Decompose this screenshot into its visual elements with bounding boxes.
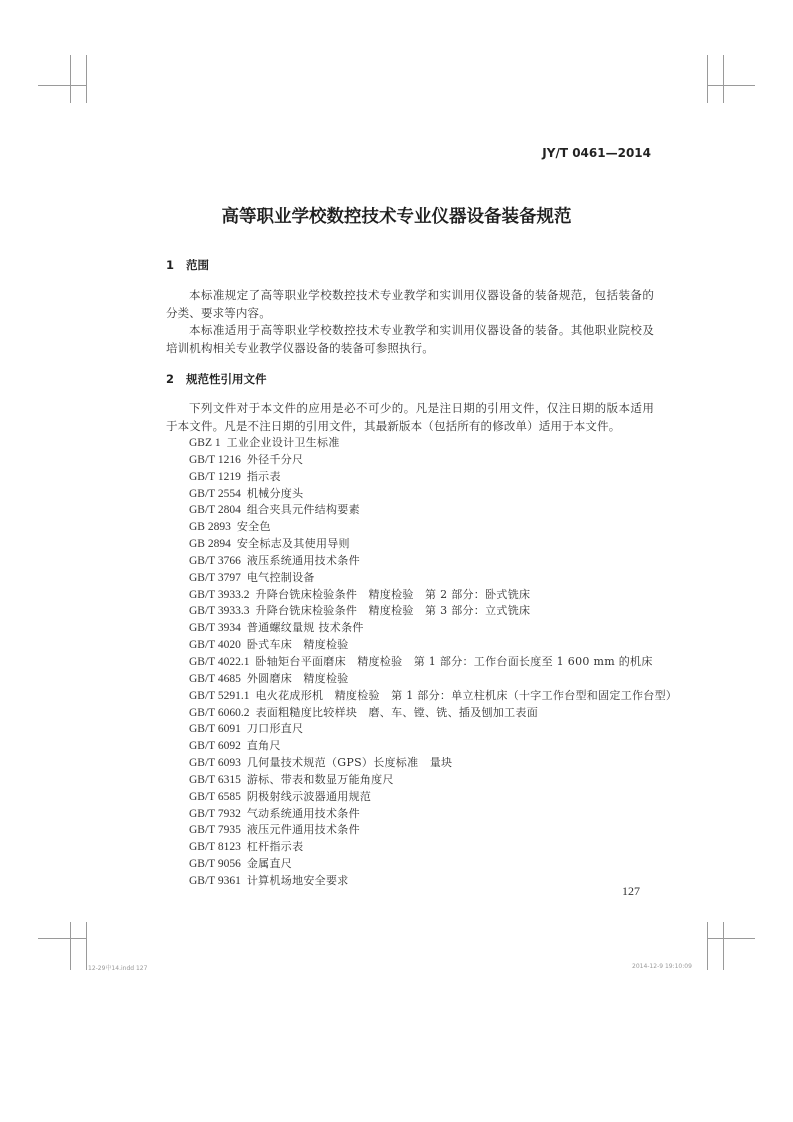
reference-item xyxy=(189,822,677,839)
section-heading-normative-references xyxy=(166,371,267,387)
reference-item xyxy=(189,519,677,536)
reference-code: GB/T 6092 xyxy=(189,740,241,753)
reference-item xyxy=(189,738,677,755)
standard-code: JY/T 0461—2014 xyxy=(542,146,651,160)
print-slug-date: 2014-12-9 19:10:09 xyxy=(632,963,692,970)
reference-code: GB/T 4022.1 xyxy=(189,655,250,668)
section-number: 1 xyxy=(166,258,175,272)
reference-item xyxy=(189,486,677,503)
print-slug-file: 12-29中14.indd 127 xyxy=(88,965,148,972)
reference-title: 阴极射线示波器通用规范 xyxy=(246,789,372,803)
reference-title: 卧式车床 精度检验 xyxy=(246,638,349,652)
crop-mark xyxy=(707,85,755,86)
reference-item xyxy=(189,587,677,604)
reference-code: GB/T 6093 xyxy=(189,757,241,770)
reference-title: 表面粗糙度比较样块 磨、车、镗、铣、插及刨加工表面 xyxy=(255,705,538,719)
reference-item xyxy=(189,806,677,823)
crop-mark xyxy=(70,55,71,103)
reference-item xyxy=(189,603,677,620)
crop-mark xyxy=(38,85,86,86)
reference-title: 升降台铣床检验条件 精度检验 第 3 部分：立式铣床 xyxy=(255,604,531,618)
reference-title: 电气控制设备 xyxy=(246,570,315,584)
reference-code: GB/T 7935 xyxy=(189,824,241,837)
reference-item xyxy=(189,637,677,654)
reference-item xyxy=(189,772,677,789)
reference-title: 外径千分尺 xyxy=(246,452,304,466)
reference-list xyxy=(189,435,677,890)
crop-mark xyxy=(707,938,755,939)
reference-title: 直角尺 xyxy=(246,739,281,753)
reference-code: GB/T 8123 xyxy=(189,841,241,854)
reference-item xyxy=(189,755,677,772)
crop-mark xyxy=(723,922,724,970)
reference-title: 安全色 xyxy=(236,520,271,534)
reference-code: GB/T 2804 xyxy=(189,504,241,517)
reference-title: 刀口形直尺 xyxy=(246,722,304,736)
reference-title: 普通螺纹量规 技术条件 xyxy=(246,621,364,635)
scope-paragraph-2: 本标准适用于高等职业学校数控技术专业教学和实训用仪器设备的装备。其他职业院校及培训机构相关专业教学仪器设备的装备可参照执行。 xyxy=(166,323,654,355)
crop-mark xyxy=(707,55,708,103)
reference-code: GB/T 2554 xyxy=(189,487,241,500)
reference-title: 组合夹具元件结构要素 xyxy=(246,503,360,517)
reference-title: 杠杆指示表 xyxy=(246,840,304,854)
reference-item xyxy=(189,502,677,519)
reference-code: GB 2894 xyxy=(189,538,231,551)
crop-mark xyxy=(86,55,87,103)
reference-code: GB 2893 xyxy=(189,521,231,534)
crop-mark xyxy=(86,922,87,970)
reference-item xyxy=(189,671,677,688)
reference-item xyxy=(189,452,677,469)
reference-item xyxy=(189,839,677,856)
reference-code: GB/T 7932 xyxy=(189,807,241,820)
reference-code: GB/T 6585 xyxy=(189,790,241,803)
reference-title: 升降台铣床检验条件 精度检验 第 2 部分：卧式铣床 xyxy=(255,587,531,601)
reference-code: GBZ 1 xyxy=(189,437,221,449)
reference-code: GB/T 5291.1 xyxy=(189,689,250,702)
reference-title: 电火花成形机 精度检验 第 1 部分：单立柱机床（十字工作台型和固定工作台型） xyxy=(255,688,678,702)
reference-title: 卧轴矩台平面磨床 精度检验 第 1 部分：工作台面长度至 1 600 mm 的机床 xyxy=(255,654,653,668)
reference-item xyxy=(189,705,677,722)
reference-code: GB/T 6315 xyxy=(189,773,241,786)
reference-title: 外圆磨床 精度检验 xyxy=(246,671,349,685)
reference-code: GB/T 6091 xyxy=(189,723,241,736)
reference-code: GB/T 3934 xyxy=(189,622,241,635)
crop-mark xyxy=(70,922,71,970)
reference-title: 气动系统通用技术条件 xyxy=(246,806,360,820)
section-title: 规范性引用文件 xyxy=(186,372,267,386)
references-intro-paragraph: 下列文件对于本文件的应用是必不可少的。凡是注日期的引用文件，仅注日期的版本适用于本文件。凡是不注日期的引用文件，其最新版本（包括所有的修改单）适用于本文件。 xyxy=(166,401,654,433)
reference-code: GB/T 4020 xyxy=(189,639,241,652)
document-title: 高等职业学校数控技术专业仪器设备装备规范 xyxy=(221,207,572,227)
reference-item xyxy=(189,620,677,637)
reference-code: GB/T 6060.2 xyxy=(189,706,250,719)
reference-title: 金属直尺 xyxy=(246,857,293,871)
reference-item xyxy=(189,856,677,873)
reference-item xyxy=(189,688,677,705)
reference-title: 工业企业设计卫生标准 xyxy=(226,436,340,449)
reference-item xyxy=(189,789,677,806)
crop-mark xyxy=(723,55,724,103)
crop-mark xyxy=(38,938,86,939)
section-title: 范围 xyxy=(186,258,209,272)
reference-item xyxy=(189,536,677,553)
reference-code: GB/T 1216 xyxy=(189,453,241,466)
reference-title: 液压系统通用技术条件 xyxy=(246,553,360,567)
reference-code: GB/T 9056 xyxy=(189,858,241,871)
reference-item xyxy=(189,654,677,671)
reference-code: GB/T 3766 xyxy=(189,554,241,567)
reference-item xyxy=(189,570,677,587)
page-number: 127 xyxy=(622,884,640,898)
reference-title: 液压元件通用技术条件 xyxy=(246,823,360,837)
reference-title: 指示表 xyxy=(246,469,281,483)
reference-title: 几何量技术规范（GPS）长度标准 量块 xyxy=(246,756,453,770)
reference-item xyxy=(189,873,677,890)
crop-mark xyxy=(707,922,708,970)
section-heading-scope xyxy=(166,257,209,273)
reference-title: 机械分度头 xyxy=(246,486,304,500)
reference-code: GB/T 3933.2 xyxy=(189,588,250,601)
reference-item xyxy=(189,553,677,570)
reference-code: GB/T 1219 xyxy=(189,470,241,483)
reference-title: 游标、带表和数显万能角度尺 xyxy=(246,772,394,786)
scope-paragraph-1: 本标准规定了高等职业学校数控技术专业教学和实训用仪器设备的装备规范，包括装备的分类、要求等内容。 xyxy=(166,288,654,320)
reference-item xyxy=(189,435,677,452)
reference-code: GB/T 9361 xyxy=(189,874,241,887)
reference-code: GB/T 3933.3 xyxy=(189,605,250,618)
reference-title: 安全标志及其使用导则 xyxy=(236,537,350,551)
section-number: 2 xyxy=(166,372,175,386)
reference-title: 计算机场地安全要求 xyxy=(246,873,349,887)
reference-item xyxy=(189,721,677,738)
reference-code: GB/T 4685 xyxy=(189,672,241,685)
reference-item xyxy=(189,469,677,486)
reference-code: GB/T 3797 xyxy=(189,571,241,584)
